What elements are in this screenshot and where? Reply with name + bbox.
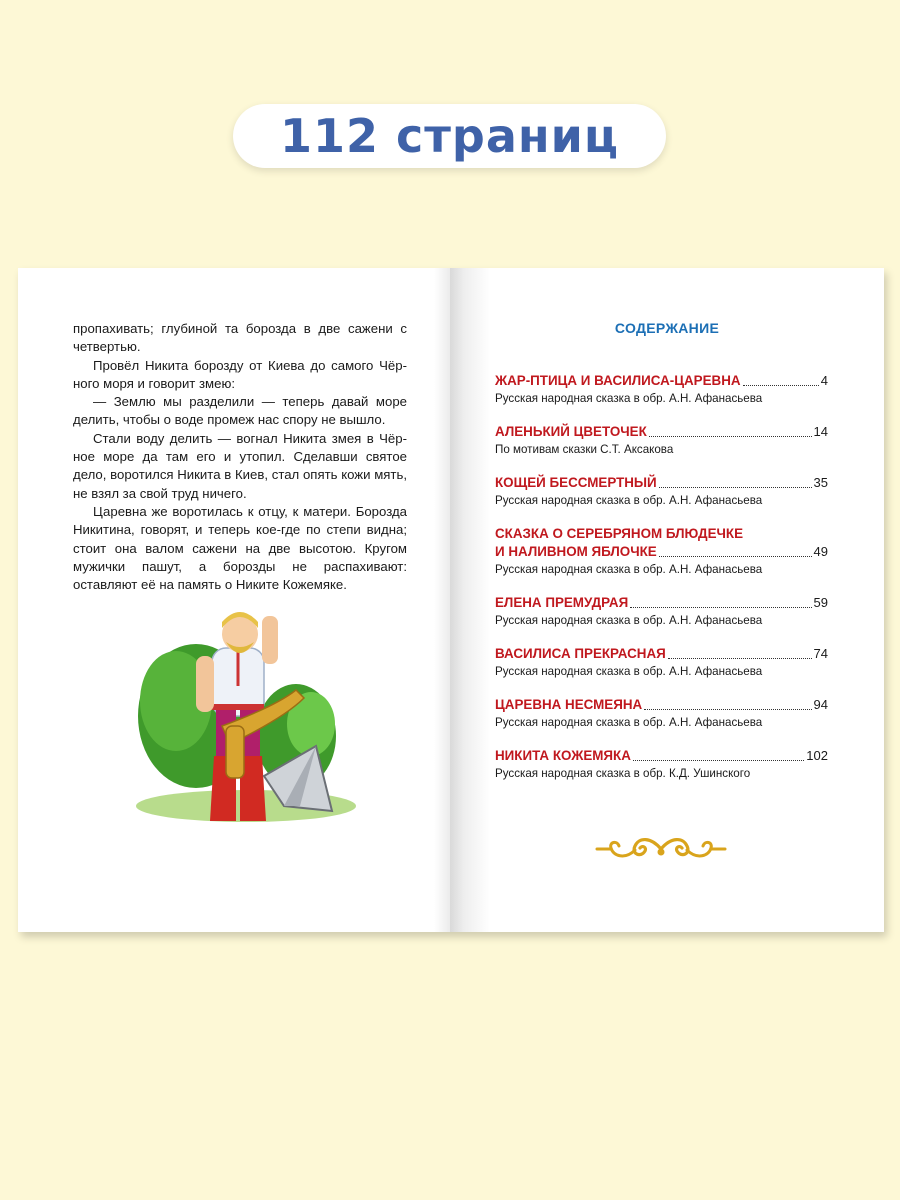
toc-entry: [495, 594, 828, 629]
toc-entry-title: ЖАР-ПТИЦА И ВАСИЛИСА-ЦАРЕВНА: [495, 373, 741, 388]
toc-entry-title: ЕЛЕНА ПРЕМУДРАЯ: [495, 595, 629, 610]
toc-leader-dots: [668, 656, 812, 659]
story-text: [73, 320, 407, 594]
toc-entry: [495, 696, 828, 731]
toc-page-number: 14: [813, 424, 828, 439]
open-book: [18, 268, 884, 932]
toc-entry: [495, 474, 828, 509]
toc-entry-title: ЦАРЕВНА НЕСМЕЯНА: [495, 697, 643, 712]
toc-entry: [495, 747, 828, 782]
toc-entry-title: АЛЕНЬКИЙ ЦВЕТОЧЕК: [495, 424, 647, 439]
toc-entry-source: Русская народная сказка в обр. А.Н. Афанасьева: [495, 614, 763, 627]
toc-entry: [495, 372, 828, 407]
toc-page-number: 94: [813, 697, 828, 712]
page-count-label: 112 страниц: [279, 109, 620, 163]
left-page: [18, 268, 450, 932]
toc-entry-title: ВАСИЛИСА ПРЕКРАСНАЯ: [495, 646, 666, 661]
toc-entry-source: Русская народная сказка в обр. А.Н. Афанасьева: [495, 392, 763, 405]
toc-page-number: 74: [813, 646, 828, 661]
table-of-contents: [495, 372, 828, 798]
toc-entry: [495, 423, 828, 458]
toc-leader-dots: [649, 434, 812, 437]
toc-leader-dots: [633, 758, 804, 761]
page-count-badge: [233, 104, 666, 168]
toc-entry: [495, 525, 828, 578]
toc-heading: СОДЕРЖАНИЕ: [614, 320, 720, 336]
story-paragraph: Провёл Никита борозду от Киева до самого Чёрного моря и говорит змею:: [73, 357, 407, 391]
toc-entry-source: Русская народная сказка в обр. А.Н. Афанасьева: [495, 563, 763, 576]
story-paragraph: Царевна же воротилась к отцу, к матери. Борозда Никитина, говорят, и теперь кое-где по степи видна; стоит она валом сажени на две высотою. Кругом мужички пашут, а борозды не распахивают: оставляют её на память о Никите Кожемяке.: [73, 503, 407, 593]
toc-page-number: 4: [820, 373, 828, 388]
toc-entry-source: Русская народная сказка в обр. А.Н. Афанасьева: [495, 665, 763, 678]
right-page: [450, 268, 884, 932]
toc-leader-dots: [644, 707, 811, 710]
toc-leader-dots: [630, 605, 811, 608]
toc-page-number: 49: [813, 544, 828, 559]
gold-scroll-ornament: [595, 834, 727, 864]
toc-entry-title: НИКИТА КОЖЕМЯКА: [495, 748, 631, 763]
toc-page-number: 59: [813, 595, 828, 610]
toc-entry-source: Русская народная сказка в обр. К.Д. Ушинского: [495, 767, 751, 780]
toc-entry-source: По мотивам сказки С.Т. Аксакова: [495, 443, 674, 456]
toc-page-number: 35: [813, 475, 828, 490]
story-paragraph: пропахивать; глубиной та борозда в две сажени с четвертью.: [73, 321, 407, 355]
nikita-with-plough-illustration: [126, 606, 366, 826]
toc-entry-title: СКАЗКА О СЕРЕБРЯНОМ БЛЮДЕЧКЕ: [495, 526, 744, 541]
toc-leader-dots: [659, 554, 812, 557]
toc-entry: [495, 645, 828, 680]
toc-page-number: 102: [806, 748, 828, 763]
toc-entry-source: Русская народная сказка в обр. А.Н. Афанасьева: [495, 716, 763, 729]
toc-leader-dots: [743, 383, 819, 386]
toc-leader-dots: [659, 485, 812, 488]
toc-entry-source: Русская народная сказка в обр. А.Н. Афанасьева: [495, 494, 763, 507]
toc-entry-title: КОЩЕЙ БЕССМЕРТНЫЙ: [495, 475, 657, 490]
toc-entry-title-line2: И НАЛИВНОМ ЯБЛОЧКЕ: [495, 544, 657, 559]
story-paragraph: Стали воду делить — вогнал Никита змея в Чёрное море да там его и утопил. Сделавши святое дело, воротился Никита в Киев, стал опять кожи мять, не взял за свой труд ничего.: [73, 430, 407, 501]
story-paragraph: — Землю мы разделили — теперь давай море делить, чтобы о воде промеж нас спору не вышло.: [73, 394, 407, 428]
